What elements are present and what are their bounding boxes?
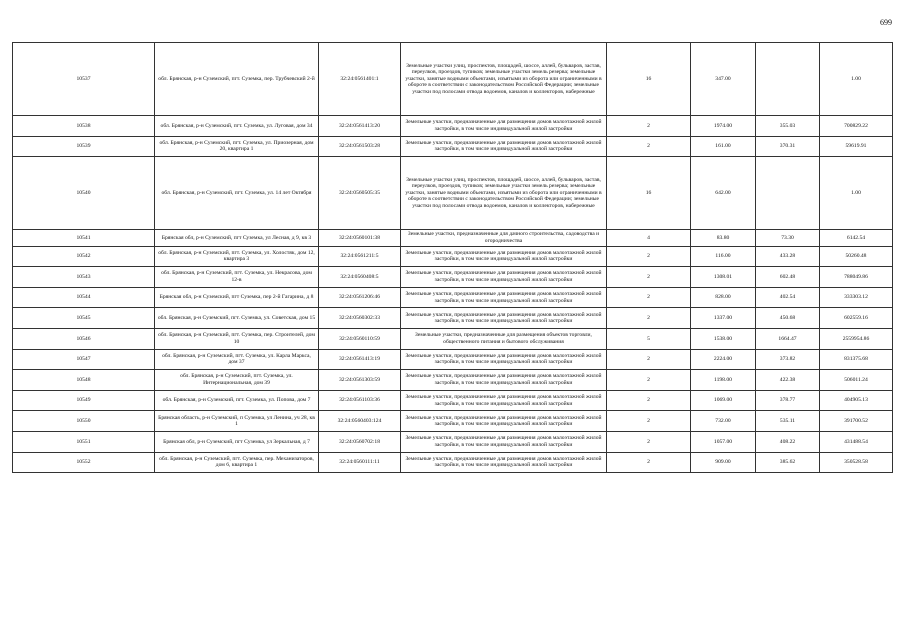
row-number: 10552 <box>13 452 155 473</box>
group-cell: 4 <box>607 230 691 247</box>
land-use-cell: Земельные участки, предназначенные для размещения объектов торговли, общественного питания и бытового обслуживания <box>401 329 607 350</box>
rate-cell: 402.54 <box>756 287 820 308</box>
cadastral-number-cell: 32:24:0561401:1 <box>319 43 401 116</box>
cadastral-value-cell: 431488.54 <box>820 432 893 453</box>
cadastral-value-cell: 2559954.86 <box>820 329 893 350</box>
group-cell: 16 <box>607 157 691 230</box>
cadastral-number-cell: 32:24:0560101:38 <box>319 230 401 247</box>
row-number: 10544 <box>13 287 155 308</box>
table-row <box>13 308 893 329</box>
land-use-cell: Земельные участки, предназначенные для размещения домов малоэтажной жилой застройки, в том числе индивидуальной жилой застройки <box>401 452 607 473</box>
group-cell: 5 <box>607 329 691 350</box>
cadastral-value-cell: 333303.12 <box>820 287 893 308</box>
address-cell: обл. Брянская, р-н Суземский, пгт. Суземка, ул. Холостяк, дом 12, квартира 3 <box>155 246 319 267</box>
row-number: 10542 <box>13 246 155 267</box>
land-use-cell: Земельные участки улиц, проспектов, площадей, шоссе, аллей, бульваров, застав, переулков, проездов, тупиков; земельные участки земель резерва; земельные участки, занятые водными объектами, изъятыми из оборота или ограниченными в обороте в соответствии с законодательством Российской Федерации; земельные участки под полосами отвода водоемов, каналов и коллекторов, набережные <box>401 43 607 116</box>
land-use-cell: Земельные участки, предназначенные для размещения домов малоэтажной жилой застройки, в том числе индивидуальной жилой застройки <box>401 116 607 137</box>
group-cell: 2 <box>607 308 691 329</box>
area-cell: 83.80 <box>691 230 756 247</box>
address-cell: обл. Брянская, р-н Суземский, пгт. Суземка, пер. Трубчевский 2-й <box>155 43 319 116</box>
address-cell: обл. Брянская, р-н Суземский, пгт. Суземка, ул. Некрасова, дом 12-в <box>155 267 319 288</box>
cadastral-number-cell: 32:24:0561103:36 <box>319 390 401 411</box>
area-cell: 1337.00 <box>691 308 756 329</box>
cadastral-number-cell: 32:24:0560302:33 <box>319 308 401 329</box>
address-cell: обл. Брянская, р-н Суземский, пгт. Суземка, ул. 14 лет Октября <box>155 157 319 230</box>
table-row <box>13 370 893 391</box>
row-number: 10551 <box>13 432 155 453</box>
table-row <box>13 43 893 116</box>
cadastral-number-cell: 32:24:0561413:20 <box>319 116 401 137</box>
cadastral-number-cell: 32:24:0560505:35 <box>319 157 401 230</box>
rate-cell: 378.77 <box>756 390 820 411</box>
cadastral-value-cell: 788049.86 <box>820 267 893 288</box>
land-use-cell: Земельные участки, предназначенные для размещения домов малоэтажной жилой застройки, в том числе индивидуальной жилой застройки <box>401 287 607 308</box>
address-cell: Брянская обл, р-н Суземский, пгт Суземка, ул Лесная, д 9, кв 3 <box>155 230 319 247</box>
table-row <box>13 157 893 230</box>
group-cell: 2 <box>607 136 691 157</box>
row-number: 10546 <box>13 329 155 350</box>
rate-cell: 450.68 <box>756 308 820 329</box>
rate-cell: 355.03 <box>756 116 820 137</box>
rate-cell: 433.28 <box>756 246 820 267</box>
cadastral-number-cell: 32:24:0561303:59 <box>319 370 401 391</box>
cadastral-number-cell: 32:24:0560408:5 <box>319 267 401 288</box>
row-number: 10543 <box>13 267 155 288</box>
group-cell: 2 <box>607 411 691 432</box>
address-cell: Брянская область, р-н Суземский, п Суземка, ул Ленина, уч 28, кв 1 <box>155 411 319 432</box>
table-row <box>13 349 893 370</box>
group-cell: 2 <box>607 287 691 308</box>
cadastral-number-cell: 32:24:0560110:59 <box>319 329 401 350</box>
address-cell: обл. Брянская, р-н Суземский, пгт. Суземка, пер. Механизаторов, дом 6, квартира 1 <box>155 452 319 473</box>
area-cell: 828.00 <box>691 287 756 308</box>
cadastral-number-cell: 32:24:0560702:18 <box>319 432 401 453</box>
cadastral-number-cell: 32:24:0560403:124 <box>319 411 401 432</box>
area-cell: 642.00 <box>691 157 756 230</box>
area-cell: 2224.00 <box>691 349 756 370</box>
cadastral-value-cell: 50260.48 <box>820 246 893 267</box>
land-use-cell: Земельные участки, предназначенные для размещения домов малоэтажной жилой застройки, в том числе индивидуальной жилой застройки <box>401 432 607 453</box>
address-cell: обл. Брянская, р-н Суземский, пгт. Суземка, ул. Луговая, дом 34 <box>155 116 319 137</box>
land-use-cell: Земельные участки улиц, проспектов, площадей, шоссе, аллей, бульваров, застав, переулков, проездов, тупиков; земельные участки земель резерва; земельные участки, занятые водными объектами, изъятыми из оборота или ограниченными в обороте в соответствии с законодательством Российской Федерации; земельные участки под полосами отвода водоемов, каналов и коллекторов, набережные <box>401 157 607 230</box>
cadastral-value-table <box>12 42 893 473</box>
rate-cell: 422.38 <box>756 370 820 391</box>
row-number: 10537 <box>13 43 155 116</box>
land-use-cell: Земельные участки, предназначенные для размещения домов малоэтажной жилой застройки, в том числе индивидуальной жилой застройки <box>401 136 607 157</box>
cadastral-value-cell: 391700.52 <box>820 411 893 432</box>
group-cell: 2 <box>607 432 691 453</box>
cadastral-value-cell: 1.00 <box>820 43 893 116</box>
cadastral-number-cell: 32:24:0561206:46 <box>319 287 401 308</box>
cadastral-value-cell: 1.00 <box>820 157 893 230</box>
cadastral-number-cell: 32:24:0561413:19 <box>319 349 401 370</box>
rate-cell: 370.31 <box>756 136 820 157</box>
group-cell: 16 <box>607 43 691 116</box>
row-number: 10547 <box>13 349 155 370</box>
address-cell: обл. Брянская, р-н Суземский, пгт. Суземка, ул. Попова, дом 7 <box>155 390 319 411</box>
land-use-cell: Земельные участки, предназначенные для размещения домов малоэтажной жилой застройки, в том числе индивидуальной жилой застройки <box>401 267 607 288</box>
group-cell: 2 <box>607 116 691 137</box>
page-number: 699 <box>880 18 892 27</box>
cadastral-value-cell: 602559.16 <box>820 308 893 329</box>
land-use-cell: Земельные участки, предназначенные для размещения домов малоэтажной жилой застройки, в том числе индивидуальной жилой застройки <box>401 246 607 267</box>
cadastral-value-cell: 404905.13 <box>820 390 893 411</box>
rate-cell: 1664.47 <box>756 329 820 350</box>
cadastral-number-cell: 32:24:0561211:5 <box>319 246 401 267</box>
address-cell: Брянская обл, р-н Суземский, пгт Суземка, пер 2-й Гагарина, д 8 <box>155 287 319 308</box>
cadastral-number-cell: 32:24:0561503:28 <box>319 136 401 157</box>
table-row <box>13 452 893 473</box>
table-row <box>13 432 893 453</box>
area-cell: 116.00 <box>691 246 756 267</box>
row-number: 10538 <box>13 116 155 137</box>
address-cell: обл. Брянская, р-н Суземский, пгт. Суземка, пер. Строителей, дом 10 <box>155 329 319 350</box>
group-cell: 2 <box>607 349 691 370</box>
group-cell: 2 <box>607 452 691 473</box>
row-number: 10541 <box>13 230 155 247</box>
rate-cell: 535.11 <box>756 411 820 432</box>
rate-cell <box>756 157 820 230</box>
row-number: 10549 <box>13 390 155 411</box>
area-cell: 1974.00 <box>691 116 756 137</box>
land-use-cell: Земельные участки, предназначенные для размещения домов малоэтажной жилой застройки, в том числе индивидуальной жилой застройки <box>401 349 607 370</box>
table-row <box>13 287 893 308</box>
land-use-cell: Земельные участки, предназначенные для дачного строительства, садоводства и огородничества <box>401 230 607 247</box>
table-row <box>13 267 893 288</box>
group-cell: 2 <box>607 267 691 288</box>
cadastral-value-cell: 506011.24 <box>820 370 893 391</box>
rate-cell: 73.30 <box>756 230 820 247</box>
land-use-cell: Земельные участки, предназначенные для размещения домов малоэтажной жилой застройки, в том числе индивидуальной жилой застройки <box>401 370 607 391</box>
rate-cell: 602.48 <box>756 267 820 288</box>
address-cell: обл. Брянская, р-н Суземский, пгт. Суземка, ул. Советская, дом 15 <box>155 308 319 329</box>
table-row <box>13 390 893 411</box>
row-number: 10540 <box>13 157 155 230</box>
row-number: 10539 <box>13 136 155 157</box>
cadastral-value-cell: 831375.68 <box>820 349 893 370</box>
rate-cell: 408.22 <box>756 432 820 453</box>
area-cell: 1538.00 <box>691 329 756 350</box>
land-use-cell: Земельные участки, предназначенные для размещения домов малоэтажной жилой застройки, в том числе индивидуальной жилой застройки <box>401 390 607 411</box>
table-row <box>13 116 893 137</box>
rate-cell <box>756 43 820 116</box>
area-cell: 909.00 <box>691 452 756 473</box>
table-row <box>13 329 893 350</box>
rate-cell: 373.82 <box>756 349 820 370</box>
table-row <box>13 230 893 247</box>
address-cell: обл. Брянская, р-н Суземский, пгт. Суземка, ул. Интернациональная, дом 39 <box>155 370 319 391</box>
address-cell: обл. Брянская, р-н Суземский, пгт. Суземка, ул. Приозерная, дом 20, квартира 1 <box>155 136 319 157</box>
cadastral-number-cell: 32:24:0560111:11 <box>319 452 401 473</box>
area-cell: 1057.00 <box>691 432 756 453</box>
row-number: 10548 <box>13 370 155 391</box>
table-row <box>13 246 893 267</box>
area-cell: 732.00 <box>691 411 756 432</box>
group-cell: 2 <box>607 246 691 267</box>
area-cell: 1069.00 <box>691 390 756 411</box>
group-cell: 2 <box>607 390 691 411</box>
cadastral-value-cell: 350528.58 <box>820 452 893 473</box>
address-cell: Брянская обл, р-н Суземский, пгт Суземка, ул Зеркальная, д 7 <box>155 432 319 453</box>
table-row <box>13 136 893 157</box>
cadastral-value-cell: 700829.22 <box>820 116 893 137</box>
row-number: 10545 <box>13 308 155 329</box>
area-cell: 1308.01 <box>691 267 756 288</box>
area-cell: 1198.00 <box>691 370 756 391</box>
rate-cell: 385.62 <box>756 452 820 473</box>
cadastral-value-cell: 59619.91 <box>820 136 893 157</box>
land-use-cell: Земельные участки, предназначенные для размещения домов малоэтажной жилой застройки, в том числе индивидуальной жилой застройки <box>401 308 607 329</box>
table-row <box>13 411 893 432</box>
area-cell: 347.00 <box>691 43 756 116</box>
land-use-cell: Земельные участки, предназначенные для размещения домов малоэтажной жилой застройки, в том числе индивидуальной жилой застройки <box>401 411 607 432</box>
group-cell: 2 <box>607 370 691 391</box>
row-number: 10550 <box>13 411 155 432</box>
address-cell: обл. Брянская, р-н Суземский, пгт. Суземка, ул. Карла Маркса, дом 37 <box>155 349 319 370</box>
area-cell: 161.00 <box>691 136 756 157</box>
cadastral-value-cell: 6142.54 <box>820 230 893 247</box>
